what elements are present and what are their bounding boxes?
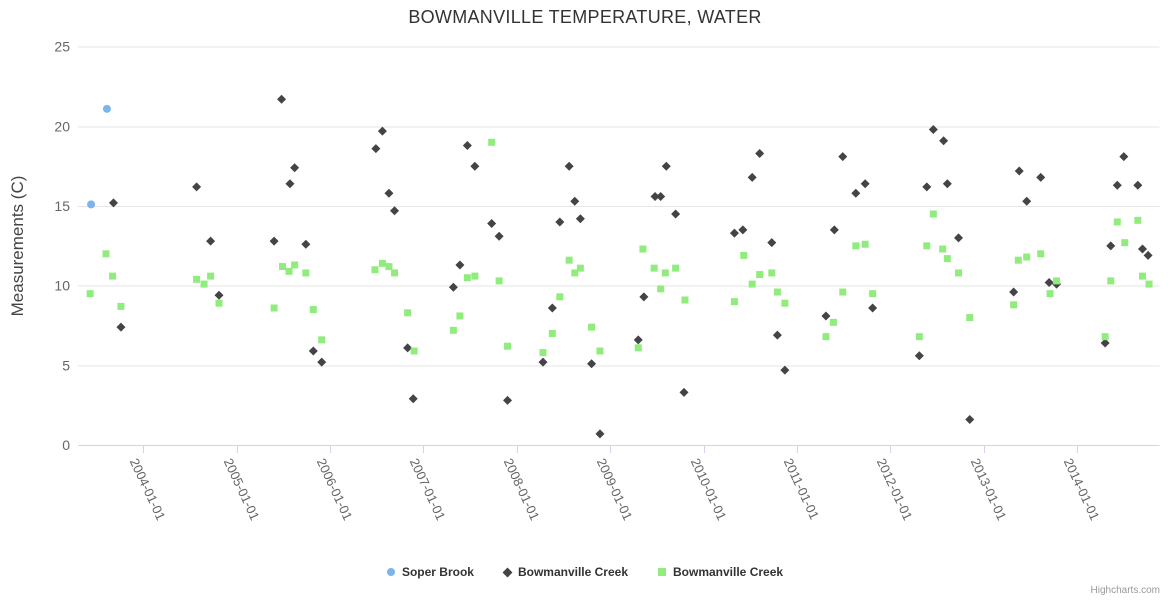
data-point-diamond[interactable] (939, 136, 948, 145)
data-point-diamond[interactable] (317, 358, 326, 367)
data-point-square[interactable] (944, 255, 951, 262)
data-point-square[interactable] (286, 268, 293, 275)
data-point-square[interactable] (639, 246, 646, 253)
x-tick-label: 2008-01-01 (500, 455, 543, 523)
legend-item-soper-brook[interactable] (387, 565, 474, 579)
y-tick-label: 10 (54, 277, 70, 294)
data-point-square[interactable] (939, 246, 946, 253)
data-point-square[interactable] (318, 336, 325, 343)
data-point-square[interactable] (215, 300, 222, 307)
data-point-diamond[interactable] (548, 303, 557, 312)
data-point-square[interactable] (1107, 277, 1114, 284)
data-point-square[interactable] (556, 293, 563, 300)
data-point-diamond[interactable] (1009, 288, 1018, 297)
data-point-square[interactable] (1146, 281, 1153, 288)
data-point-square[interactable] (291, 261, 298, 268)
data-point-diamond[interactable] (270, 237, 279, 246)
x-tick-label: 2006-01-01 (313, 455, 356, 523)
data-point-square[interactable] (731, 298, 738, 305)
data-point-diamond[interactable] (565, 162, 574, 171)
data-point-diamond[interactable] (587, 359, 596, 368)
data-point-square[interactable] (1053, 277, 1060, 284)
data-point-square[interactable] (310, 306, 317, 313)
data-point-diamond[interactable] (595, 429, 604, 438)
data-point-square[interactable] (749, 281, 756, 288)
data-point-square[interactable] (657, 285, 664, 292)
legend-item-bowmanville-creek-2[interactable] (658, 565, 783, 579)
data-point-circle[interactable] (87, 200, 95, 208)
data-point-square[interactable] (201, 281, 208, 288)
data-point-diamond[interactable] (576, 214, 585, 223)
data-point-square[interactable] (839, 289, 846, 296)
legend (0, 560, 1170, 584)
data-point-square[interactable] (391, 269, 398, 276)
data-point-diamond[interactable] (773, 331, 782, 340)
data-point-square[interactable] (1139, 273, 1146, 280)
data-point-square[interactable] (566, 257, 573, 264)
data-point-diamond[interactable] (285, 179, 294, 188)
data-point-diamond[interactable] (656, 192, 665, 201)
data-point-diamond[interactable] (671, 209, 680, 218)
data-point-diamond[interactable] (109, 198, 118, 207)
data-point-diamond[interactable] (767, 238, 776, 247)
x-tick-label: 2013-01-01 (967, 455, 1010, 523)
credits-link[interactable]: Highcharts.com (1090, 585, 1160, 596)
data-point-square[interactable] (456, 312, 463, 319)
data-point-diamond[interactable] (830, 225, 839, 234)
data-point-square[interactable] (1015, 257, 1022, 264)
square-marker-icon (658, 568, 666, 576)
circle-marker-icon (387, 568, 395, 576)
data-point-square[interactable] (404, 309, 411, 316)
data-point-square[interactable] (681, 297, 688, 304)
data-point-square[interactable] (302, 269, 309, 276)
data-point-diamond[interactable] (455, 260, 464, 269)
data-point-square[interactable] (1102, 333, 1109, 340)
data-point-diamond[interactable] (1144, 251, 1153, 260)
data-point-square[interactable] (1023, 254, 1030, 261)
y-tick-label: 25 (54, 38, 70, 55)
data-point-square[interactable] (1010, 301, 1017, 308)
data-point-diamond[interactable] (755, 149, 764, 158)
data-point-square[interactable] (923, 242, 930, 249)
data-point-diamond[interactable] (639, 292, 648, 301)
data-point-diamond[interactable] (384, 189, 393, 198)
data-point-diamond[interactable] (662, 162, 671, 171)
data-point-diamond[interactable] (1036, 173, 1045, 182)
data-point-diamond[interactable] (409, 394, 418, 403)
data-point-diamond[interactable] (943, 179, 952, 188)
data-point-diamond[interactable] (922, 182, 931, 191)
data-point-square[interactable] (577, 265, 584, 272)
data-point-square[interactable] (830, 319, 837, 326)
data-point-diamond[interactable] (539, 358, 548, 367)
data-point-diamond[interactable] (1106, 241, 1115, 250)
data-point-square[interactable] (822, 333, 829, 340)
data-point-diamond[interactable] (116, 323, 125, 332)
data-point-diamond[interactable] (277, 95, 286, 104)
y-tick-label: 0 (62, 437, 70, 453)
data-point-diamond[interactable] (555, 217, 564, 226)
data-point-diamond[interactable] (503, 396, 512, 405)
data-point-circle[interactable] (103, 105, 111, 113)
legend-label: Bowmanville Creek (517, 565, 628, 579)
data-point-diamond[interactable] (1119, 152, 1128, 161)
data-point-square[interactable] (1134, 217, 1141, 224)
data-point-diamond[interactable] (634, 335, 643, 344)
data-point-diamond[interactable] (378, 127, 387, 136)
data-point-diamond[interactable] (570, 197, 579, 206)
data-point-diamond[interactable] (954, 233, 963, 242)
data-point-diamond[interactable] (214, 291, 223, 300)
x-tick-label: 2011-01-01 (780, 455, 823, 522)
data-point-square[interactable] (930, 210, 937, 217)
y-tick-label: 15 (54, 198, 70, 215)
data-point-square[interactable] (504, 343, 511, 350)
data-point-square[interactable] (1047, 290, 1054, 297)
data-point-diamond[interactable] (861, 179, 870, 188)
y-tick-label: 5 (62, 357, 70, 374)
diamond-marker-icon (503, 567, 513, 577)
x-tick-label: 2014-01-01 (1060, 455, 1103, 523)
x-tick-label: 2007-01-01 (406, 455, 449, 523)
data-point-diamond[interactable] (680, 388, 689, 397)
data-point-diamond[interactable] (1113, 181, 1122, 190)
data-point-square[interactable] (464, 274, 471, 281)
data-point-diamond[interactable] (730, 229, 739, 238)
data-point-square[interactable] (103, 250, 110, 257)
data-point-square[interactable] (635, 344, 642, 351)
data-point-square[interactable] (1121, 239, 1128, 246)
data-point-square[interactable] (869, 290, 876, 297)
data-point-diamond[interactable] (449, 283, 458, 292)
data-point-square[interactable] (1037, 250, 1044, 257)
data-point-square[interactable] (207, 273, 214, 280)
data-point-square[interactable] (651, 265, 658, 272)
data-point-square[interactable] (768, 269, 775, 276)
data-point-square[interactable] (471, 273, 478, 280)
data-point-square[interactable] (672, 265, 679, 272)
data-point-square[interactable] (279, 263, 286, 270)
data-point-square[interactable] (385, 263, 392, 270)
data-point-diamond[interactable] (495, 232, 504, 241)
data-point-diamond[interactable] (390, 206, 399, 215)
data-point-diamond[interactable] (1138, 245, 1147, 254)
data-point-square[interactable] (588, 324, 595, 331)
data-point-square[interactable] (781, 300, 788, 307)
data-point-square[interactable] (774, 289, 781, 296)
data-point-square[interactable] (596, 348, 603, 355)
data-point-diamond[interactable] (821, 311, 830, 320)
data-point-diamond[interactable] (463, 141, 472, 150)
data-point-square[interactable] (740, 252, 747, 259)
data-point-square[interactable] (852, 242, 859, 249)
data-point-square[interactable] (549, 330, 556, 337)
data-point-square[interactable] (193, 276, 200, 283)
data-point-diamond[interactable] (290, 163, 299, 172)
data-point-square[interactable] (496, 277, 503, 284)
data-point-diamond[interactable] (780, 366, 789, 375)
data-point-square[interactable] (756, 271, 763, 278)
data-point-square[interactable] (109, 273, 116, 280)
y-tick-label: 20 (54, 118, 70, 135)
data-point-diamond[interactable] (1022, 197, 1031, 206)
data-point-square[interactable] (916, 333, 923, 340)
data-point-square[interactable] (966, 314, 973, 321)
data-point-diamond[interactable] (1133, 181, 1142, 190)
legend-label: Soper Brook (401, 565, 474, 579)
data-point-square[interactable] (662, 269, 669, 276)
data-point-diamond[interactable] (371, 144, 380, 153)
data-point-square[interactable] (488, 139, 495, 146)
data-point-diamond[interactable] (868, 303, 877, 312)
data-point-diamond[interactable] (309, 347, 318, 356)
chart-title: BOWMANVILLE TEMPERATURE, WATER (408, 7, 762, 27)
data-point-square[interactable] (450, 327, 457, 334)
data-point-square[interactable] (371, 266, 378, 273)
data-point-diamond[interactable] (1015, 166, 1024, 175)
data-point-square[interactable] (87, 290, 94, 297)
x-tick-label: 2005-01-01 (220, 455, 263, 523)
data-point-square[interactable] (540, 349, 547, 356)
data-point-square[interactable] (117, 303, 124, 310)
data-point-square[interactable] (1114, 218, 1121, 225)
data-point-square[interactable] (379, 260, 386, 267)
data-point-diamond[interactable] (915, 351, 924, 360)
data-point-diamond[interactable] (838, 152, 847, 161)
data-point-diamond[interactable] (192, 182, 201, 191)
x-tick-label: 2012-01-01 (873, 455, 916, 523)
data-point-square[interactable] (271, 304, 278, 311)
data-point-diamond[interactable] (748, 173, 757, 182)
data-point-square[interactable] (411, 348, 418, 355)
data-point-square[interactable] (955, 269, 962, 276)
data-point-diamond[interactable] (965, 415, 974, 424)
data-point-diamond[interactable] (470, 162, 479, 171)
data-point-diamond[interactable] (487, 219, 496, 228)
legend-item-bowmanville-creek-1[interactable] (504, 565, 628, 579)
data-point-diamond[interactable] (738, 225, 747, 234)
data-point-diamond[interactable] (206, 237, 215, 246)
x-tick-label: 2009-01-01 (593, 455, 636, 523)
x-tick-label: 2004-01-01 (126, 455, 169, 523)
data-point-diamond[interactable] (301, 240, 310, 249)
data-point-square[interactable] (862, 241, 869, 248)
data-point-diamond[interactable] (1045, 278, 1054, 287)
x-tick-label: 2010-01-01 (687, 455, 730, 523)
data-point-diamond[interactable] (851, 189, 860, 198)
legend-label: Bowmanville Creek (673, 565, 784, 579)
y-axis-title: Measurements (C) (8, 175, 27, 317)
